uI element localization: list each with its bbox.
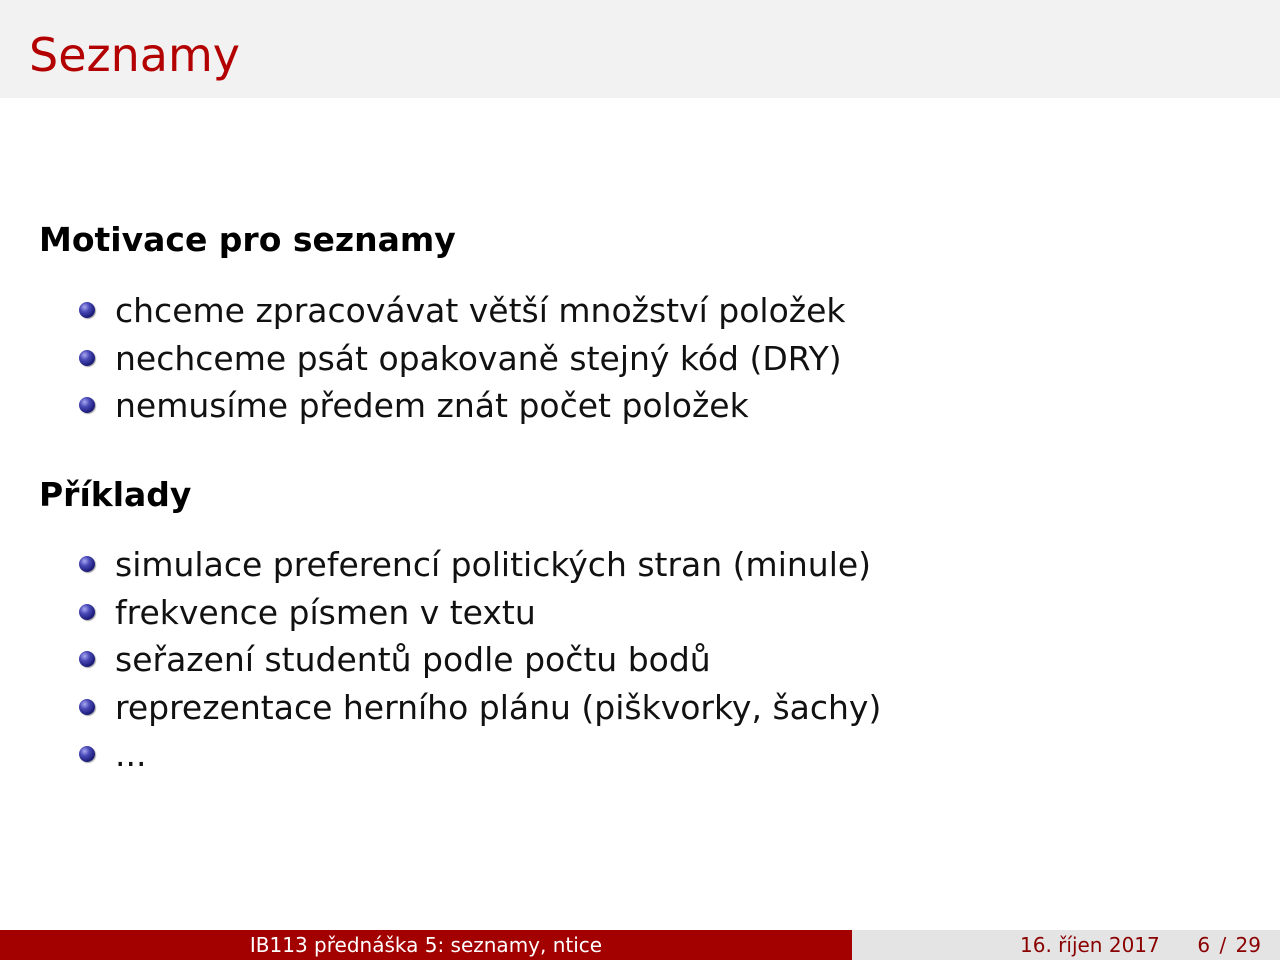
bullet-icon [79, 651, 95, 667]
list-item-text: nemusíme předem znát počet položek [115, 386, 749, 425]
bullet-icon [79, 302, 95, 318]
list-item-text: frekvence písmen v textu [115, 592, 536, 632]
bullet-icon [79, 397, 95, 413]
slide-title: Seznamy [29, 28, 241, 82]
list-item-text: simulace preferencí politických stran (minule) [115, 545, 872, 584]
section-heading-motivation: Motivace pro seznamy [39, 220, 456, 259]
list-item-text: nechceme psát opakovaně stejný kód (DRY) [115, 338, 842, 378]
bullet-icon [79, 556, 95, 572]
list-item-text: chceme zpracovávat větší množství položek [115, 291, 846, 330]
footer-course-title: IB113 přednáška 5: seznamy, ntice [249, 933, 603, 957]
footer-page-number: 6 / 29 [1197, 933, 1261, 957]
footer [0, 930, 1280, 960]
footer-date: 16. říjen 2017 [1020, 933, 1160, 957]
list-item-text: ... [115, 735, 147, 774]
footer-left-panel [0, 930, 852, 960]
bullet-icon [79, 604, 95, 620]
section-heading-examples: Příklady [39, 475, 192, 514]
bullet-icon [79, 746, 95, 762]
title-bar [0, 0, 1280, 98]
bullet-icon [79, 350, 95, 366]
list-item-text: reprezentace herního plánu (piškvorky, šachy) [115, 687, 882, 727]
bullet-icon [79, 699, 95, 715]
list-item-text: seřazení studentů podle počtu bodů [115, 640, 711, 679]
